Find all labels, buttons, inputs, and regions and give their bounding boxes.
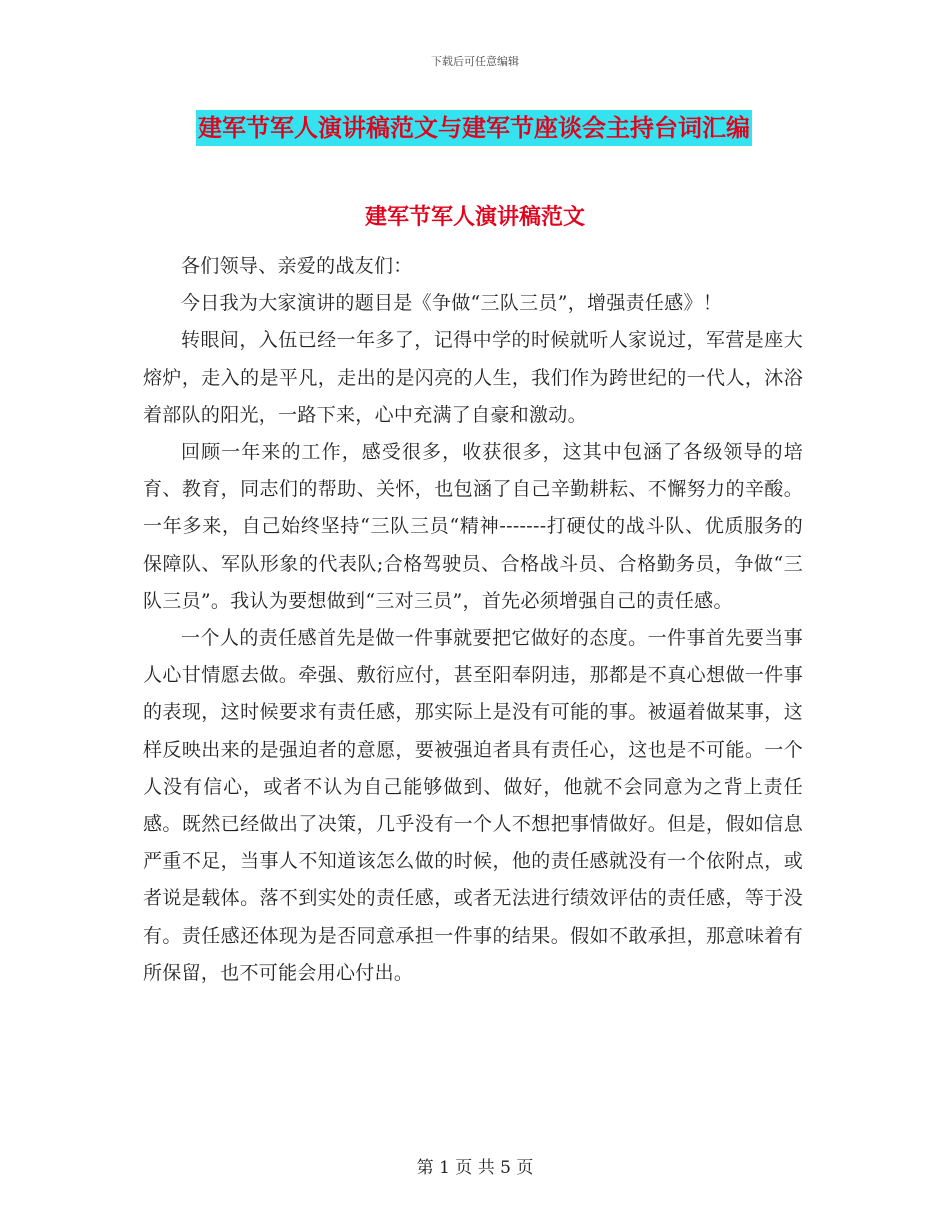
- paragraph-review: 回顾一年来的工作，感受很多，收获很多，这其中包涵了各级领导的培育、教育，同志们的帮助、关怀，也包涵了自己辛勤耕耘、不懈努力的辛酸。一年多来，自己始终坚持“三队三员“精神-------打硬仗的战斗队、优质服务的保障队、军队形象的代表队;合格驾驶员、合格战斗员、合格勤务员，争做“三队三员”。我认为要想做到“三对三员”，首先必须增强自己的责任感。: [143, 441, 803, 612]
- header-note: 下载后可任意编辑: [431, 55, 519, 68]
- paragraph-salutation: 各们领导、亲爱的战友们：: [181, 255, 413, 277]
- paragraph-intro: 转眼间，入伍已经一年多了，记得中学的时候就听人家说过，军营是座大熔炉，走入的是平凡，走出的是闪亮的人生，我们作为跨世纪的一代人，沐浴着部队的阳光，一路下来，心中充满了自豪和激动。: [143, 329, 803, 426]
- document-title: 建军节军人演讲稿范文与建军节座谈会主持台词汇编: [196, 110, 752, 146]
- page-footer: 第 1 页 共 5 页: [416, 1158, 534, 1178]
- paragraph-topic: 今日我为大家演讲的题目是《争做“三队三员”，增强责任感》！: [181, 292, 723, 315]
- body-text: [143, 248, 803, 992]
- paragraph-responsibility: 一个人的责任感首先是做一件事就要把它做好的态度。一件事首先要当事人心甘情愿去做。牵强、敷衍应付，甚至阳奉阴违，那都是不真心想做一件事的表现，这时候要求有责任感，那实际上是没有可能的事。被逼着做某事，这样反映出来的是强迫者的意愿，要被强迫者具有责任心，这也是不可能。一个人没有信心，或者不认为自己能够做到、做好，他就不会同意为之背上责任感。既然已经做出了决策，几乎没有一个人不想把事情做好。但是，假如信息严重不足，当事人不知道该怎么做的时候，他的责任感就没有一个依附点，或者说是载体。落不到实处的责任感，或者无法进行绩效评估的责任感，等于没有。责任感还体现为是否同意承担一件事的结果。假如不敢承担，那意味着有所保留，也不可能会用心付出。: [143, 627, 803, 984]
- section-title: 建军节军人演讲稿范文: [364, 205, 585, 230]
